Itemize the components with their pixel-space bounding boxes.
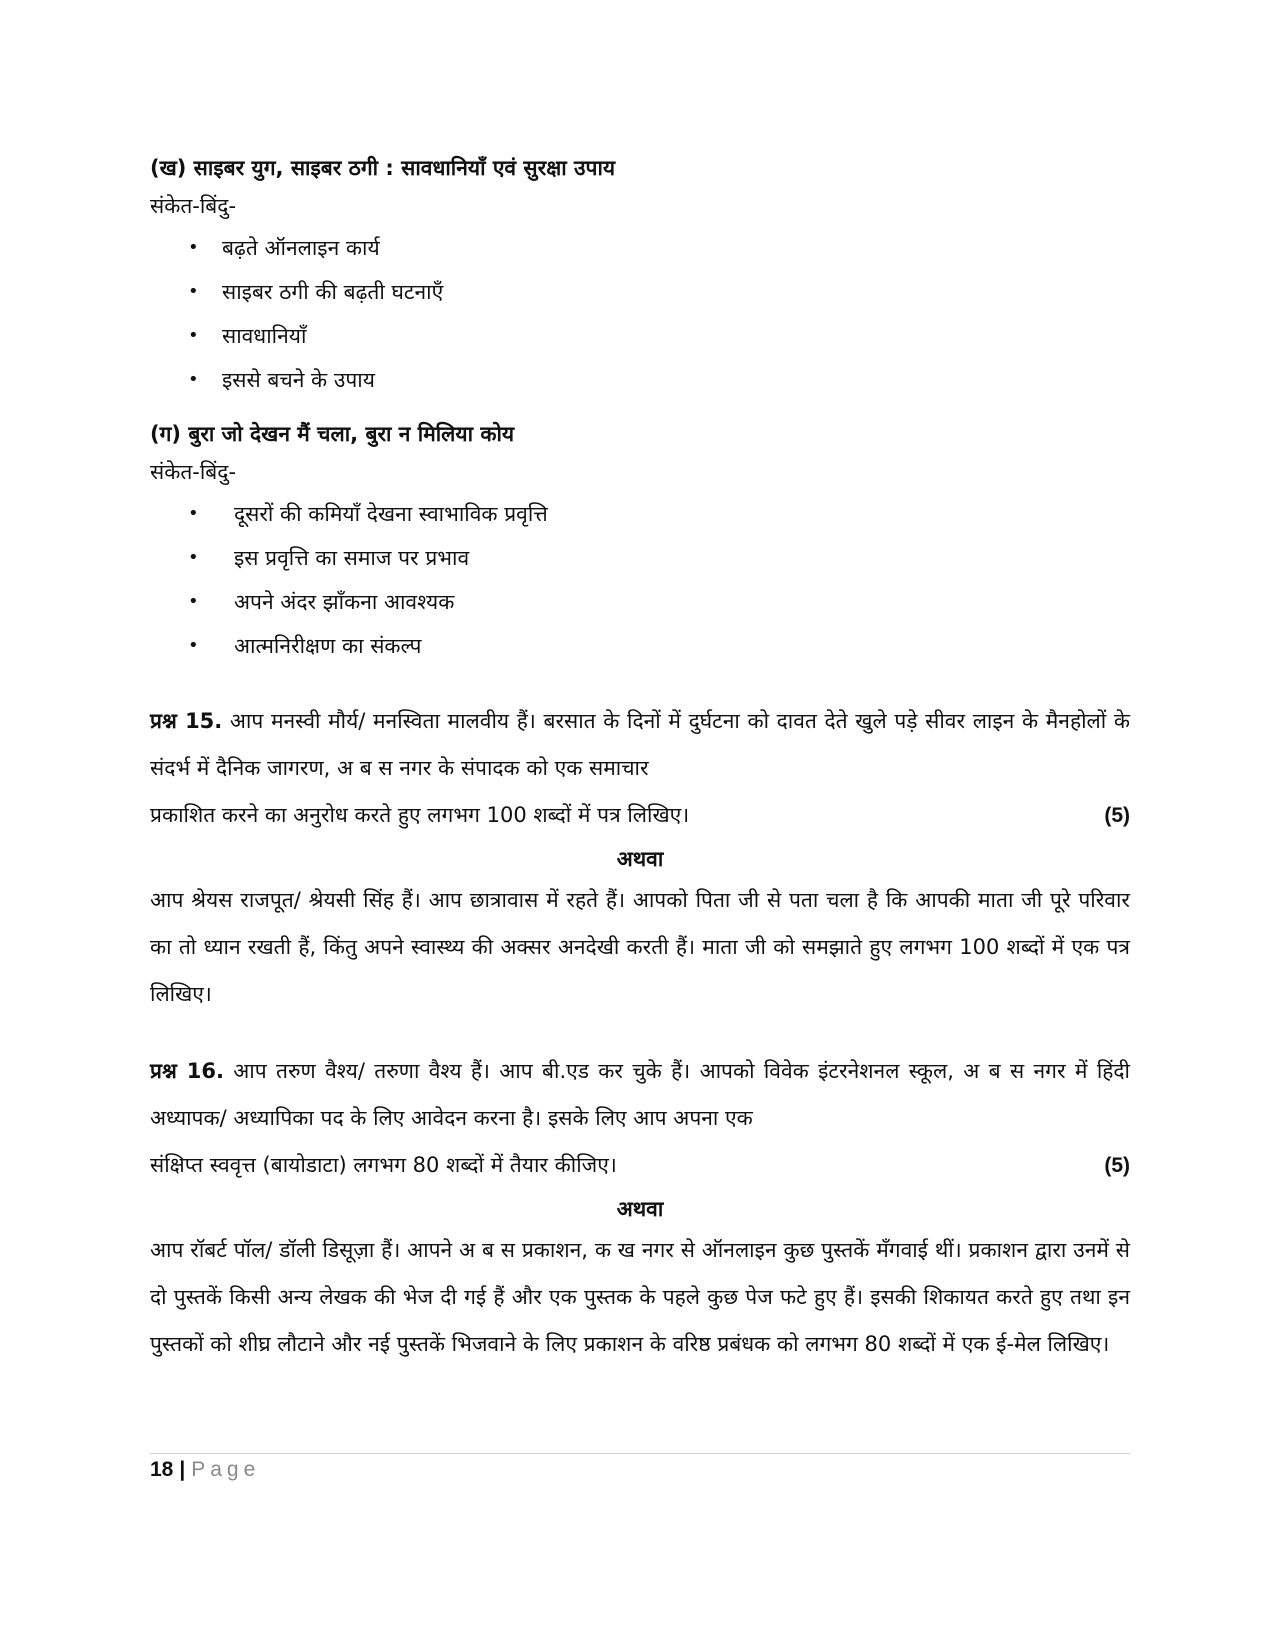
bullet-icon: • [188,369,199,390]
question-16-label: प्रश्न 16. [150,1059,224,1083]
point-text: सावधानियाँ [222,324,307,348]
section-g-points [150,492,1130,668]
question-15-alternative: आप श्रेयस राजपूत/ श्रेयसी सिंह हैं। आप छात्रावास में रहते हैं। आपको पिता जी से पता चला है कि आपकी माता जी पूरे परिवार का तो ध्यान रखती हैं, किंतु अपने स्वास्थ्य की अक्सर अनदेखी करती हैं। माता जी को समझाते हुए लगभग 100 शब्दों में एक पत्र लिखिए। [150,888,1130,1006]
question-16-last-line-text: संक्षिप्त स्ववृत्त (बायोडाटा) लगभग 80 शब्दों में तैयार कीजिए। [150,1153,617,1177]
footer-separator: | [179,1458,186,1481]
point-text: अपने अंदर झाँकना आवश्यक [234,590,455,614]
bullet-icon: • [188,281,199,302]
section-kh-heading: (ख) साइबर युग, साइबर ठगी : सावधानियाँ एवं सुरक्षा उपाय [150,156,616,180]
point-text: बढ़ते ऑनलाइन कार्य [222,236,380,260]
question-15-text [150,698,1130,792]
page-footer [150,1458,260,1482]
list-item [150,314,1130,358]
list-item [150,580,1130,624]
section-kh-points [150,226,1130,402]
section-g-hint: संकेत-बिंदु- [150,460,237,484]
question-16-body: आप तरुण वैश्य/ तरुणा वैश्य हैं। आप बी.एड कर चुके हैं। आपको विवेक इंटरनेशनल स्कूल, अ ब स नगर में हिंदी अध्यापक/ अध्यापिका पद के लिए आवेदन करना है। इसके लिए आप अपना एक [150,1059,1130,1130]
list-item [150,270,1130,314]
point-text: दूसरों की कमियाँ देखना स्वाभाविक प्रवृत्ति [234,502,548,526]
list-item [150,226,1130,270]
list-item [150,358,1130,402]
question-16-marks: (5) [1104,1154,1130,1177]
question-15-or: अथवा [616,847,664,871]
list-item [150,624,1130,668]
bullet-icon: • [188,237,199,258]
question-16-text [150,1048,1130,1142]
bullet-icon: • [188,635,199,656]
question-15-marks: (5) [1104,804,1130,827]
question-15-label: प्रश्न 15. [150,709,223,733]
point-text: आत्मनिरीक्षण का संकल्प [234,634,422,658]
point-text: इस प्रवृत्ति का समाज पर प्रभाव [234,546,470,570]
page-number: 18 [150,1458,174,1481]
list-item [150,536,1130,580]
question-16-or: अथवा [616,1197,664,1221]
question-15 [150,698,1130,1018]
question-15-body: आप मनस्वी मौर्य/ मनस्विता मालवीय हैं। बरसात के दिनों में दुर्घटना को दावत देते खुले पड़े सीवर लाइन के मैनहोलों के संदर्भ में दैनिक जागरण, अ ब स नगर के संपादक को एक समाचार [150,709,1130,780]
footer-divider [150,1453,1130,1454]
page-word: Page [191,1458,261,1481]
point-text: साइबर ठगी की बढ़ती घटनाएँ [222,280,444,304]
page-content [150,152,1130,1368]
bullet-icon: • [188,325,199,346]
bullet-icon: • [188,547,199,568]
list-item [150,492,1130,536]
bullet-icon: • [188,591,199,612]
bullet-icon: • [188,503,199,524]
question-16-last-line [150,1142,1130,1189]
question-16-alternative: आप रॉबर्ट पॉल/ डॉली डिसूज़ा हैं। आपने अ ब स प्रकाशन, क ख नगर से ऑनलाइन कुछ पुस्तकें मँगवाई थीं। प्रकाशन द्वारा उनमें से दो पुस्तकें किसी अन्य लेखक की भेज दी गई हैं और एक पुस्तक के पहले कुछ पेज फटे हुए हैं। इसकी शिकायत करते हुए तथा इन पुस्तकों को शीघ्र लौटाने और नई पुस्तकें भिजवाने के लिए प्रकाशन के वरिष्ठ प्रबंधक को लगभग 80 शब्दों में एक ई-मेल लिखिए। [150,1238,1130,1356]
question-15-last-line [150,792,1130,839]
question-15-last-line-text: प्रकाशित करने का अनुरोध करते हुए लगभग 100 शब्दों में पत्र लिखिए। [150,803,690,827]
section-kh-hint: संकेत-बिंदु- [150,194,237,218]
section-g-heading: (ग) बुरा जो देखन मैं चला, बुरा न मिलिया कोय [150,422,515,446]
point-text: इससे बचने के उपाय [222,368,375,392]
question-16 [150,1048,1130,1368]
